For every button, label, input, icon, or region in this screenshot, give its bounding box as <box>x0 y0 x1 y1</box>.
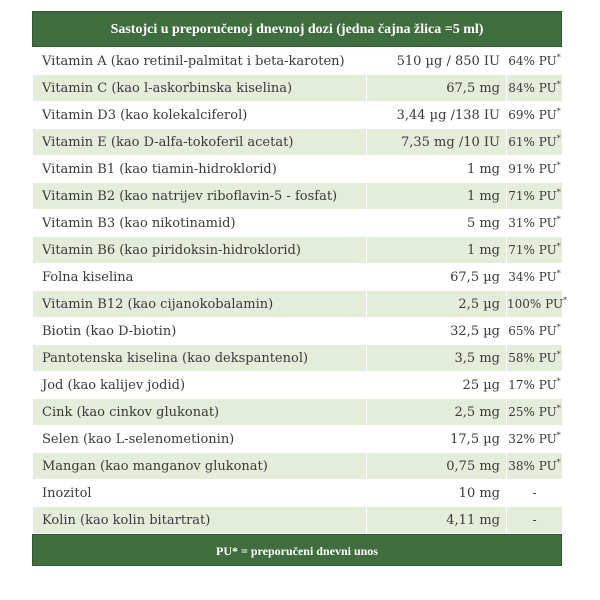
ingredient-daily-percent <box>507 507 563 534</box>
footnote-marker: * <box>556 80 561 89</box>
nutrition-table <box>32 11 568 566</box>
ingredient-daily-percent <box>507 129 563 156</box>
percent-value: 100% PU <box>507 297 564 311</box>
percent-value: 64% PU <box>508 54 557 68</box>
ingredient-amount: 25 µg <box>367 372 507 399</box>
table-row <box>33 453 563 480</box>
table-row <box>33 345 563 372</box>
ingredient-name: Vitamin C (kao l-askorbinska kiselina) <box>33 75 367 102</box>
ingredient-daily-percent <box>507 453 563 480</box>
ingredient-daily-percent <box>507 102 563 129</box>
footnote-marker: * <box>563 296 568 305</box>
footnote-marker: * <box>556 350 561 359</box>
ingredient-daily-percent <box>507 480 563 507</box>
percent-value: 84% PU <box>508 81 557 95</box>
ingredient-daily-percent <box>507 426 563 453</box>
footnote-marker: * <box>556 431 561 440</box>
ingredient-daily-percent <box>507 291 568 318</box>
ingredient-name: Mangan (kao manganov glukonat) <box>33 453 367 480</box>
table-row <box>33 399 563 426</box>
ingredient-name: Vitamin A (kao retinil-palmitat i beta-karoten) <box>33 48 367 75</box>
ingredient-amount: 0,75 mg <box>367 453 507 480</box>
ingredient-name: Vitamin B6 (kao piridoksin-hidroklorid) <box>33 237 367 264</box>
ingredient-name: Vitamin D3 (kao kolekalciferol) <box>33 102 367 129</box>
ingredient-daily-percent <box>507 48 563 75</box>
table-row <box>33 264 563 291</box>
footnote-marker: * <box>556 53 561 62</box>
table-row <box>33 318 563 345</box>
ingredient-amount: 5 mg <box>367 210 507 237</box>
table-row <box>33 210 563 237</box>
ingredient-amount: 4,11 mg <box>367 507 507 534</box>
percent-value: 38% PU <box>508 459 557 473</box>
footnote-marker: * <box>556 188 561 197</box>
ingredient-daily-percent <box>507 183 563 210</box>
percent-value: 34% PU <box>508 270 557 284</box>
ingredient-daily-percent <box>507 399 563 426</box>
ingredient-amount: 3,5 mg <box>367 345 507 372</box>
ingredient-name: Folna kiselina <box>33 264 367 291</box>
table-title: Sastojci u preporučenoj dnevnoj dozi (jedna čajna žlica =5 ml) <box>32 11 562 47</box>
footnote-marker: * <box>556 458 561 467</box>
footnote-marker: * <box>556 134 561 143</box>
ingredient-name: Selen (kao L-selenometionin) <box>33 426 367 453</box>
table-row <box>33 129 563 156</box>
ingredient-name: Vitamin B1 (kao tiamin-hidroklorid) <box>33 156 367 183</box>
ingredient-daily-percent <box>507 75 563 102</box>
ingredient-amount: 3,44 µg /138 IU <box>367 102 507 129</box>
table-row <box>33 183 563 210</box>
ingredient-daily-percent <box>507 210 563 237</box>
table-row <box>33 156 563 183</box>
percent-value: 31% PU <box>508 216 557 230</box>
ingredient-amount: 1 mg <box>367 156 507 183</box>
ingredient-daily-percent <box>507 318 563 345</box>
ingredient-amount: 2,5 mg <box>367 399 507 426</box>
ingredient-name: Pantotenska kiselina (kao dekspantenol) <box>33 345 367 372</box>
table-row <box>33 102 563 129</box>
footnote-marker: * <box>556 107 561 116</box>
percent-value: 65% PU <box>508 324 557 338</box>
percent-value: - <box>532 513 537 527</box>
ingredient-amount: 1 mg <box>367 237 507 264</box>
ingredients-table <box>32 47 568 534</box>
ingredient-daily-percent <box>507 345 563 372</box>
ingredient-daily-percent <box>507 372 563 399</box>
ingredient-name: Vitamin E (kao D-alfa-tokoferil acetat) <box>33 129 367 156</box>
table-row <box>33 48 563 75</box>
ingredient-daily-percent <box>507 237 563 264</box>
ingredient-daily-percent <box>507 264 563 291</box>
table-footnote: PU* = preporučeni dnevni unos <box>32 534 562 566</box>
percent-value: 58% PU <box>508 351 557 365</box>
ingredient-amount: 32,5 µg <box>367 318 507 345</box>
footnote-marker: * <box>556 377 561 386</box>
percent-value: 61% PU <box>508 135 557 149</box>
percent-value: 91% PU <box>508 162 557 176</box>
ingredient-name: Jod (kao kalijev jodid) <box>33 372 367 399</box>
table-row <box>33 426 563 453</box>
ingredient-name: Biotin (kao D-biotin) <box>33 318 367 345</box>
ingredient-daily-percent <box>507 156 563 183</box>
ingredient-amount: 1 mg <box>367 183 507 210</box>
percent-value: 32% PU <box>508 432 557 446</box>
percent-value: - <box>532 486 537 500</box>
percent-value: 25% PU <box>508 405 557 419</box>
footnote-marker: * <box>556 161 561 170</box>
footnote-marker: * <box>556 269 561 278</box>
ingredient-name: Vitamin B3 (kao nikotinamid) <box>33 210 367 237</box>
ingredient-amount: 67,5 µg <box>367 264 507 291</box>
table-row <box>33 372 563 399</box>
table-row <box>33 507 563 534</box>
percent-value: 69% PU <box>508 108 557 122</box>
ingredient-name: Inozitol <box>33 480 367 507</box>
table-row <box>33 237 563 264</box>
ingredient-name: Kolin (kao kolin bitartrat) <box>33 507 367 534</box>
ingredient-amount: 17,5 µg <box>367 426 507 453</box>
footnote-marker: * <box>556 404 561 413</box>
footnote-marker: * <box>556 242 561 251</box>
ingredient-amount: 67,5 mg <box>367 75 507 102</box>
ingredient-name: Vitamin B12 (kao cijanokobalamin) <box>33 291 367 318</box>
ingredient-amount: 7,35 mg /10 IU <box>367 129 507 156</box>
table-row <box>33 291 563 318</box>
ingredient-amount: 2,5 µg <box>367 291 507 318</box>
footnote-marker: * <box>556 215 561 224</box>
percent-value: 71% PU <box>508 189 557 203</box>
ingredient-amount: 510 µg / 850 IU <box>367 48 507 75</box>
footnote-marker: * <box>556 323 561 332</box>
ingredient-amount: 10 mg <box>367 480 507 507</box>
percent-value: 71% PU <box>508 243 557 257</box>
table-row <box>33 75 563 102</box>
table-row <box>33 480 563 507</box>
ingredient-name: Cink (kao cinkov glukonat) <box>33 399 367 426</box>
percent-value: 17% PU <box>508 378 557 392</box>
ingredient-name: Vitamin B2 (kao natrijev riboflavin-5 - fosfat) <box>33 183 367 210</box>
